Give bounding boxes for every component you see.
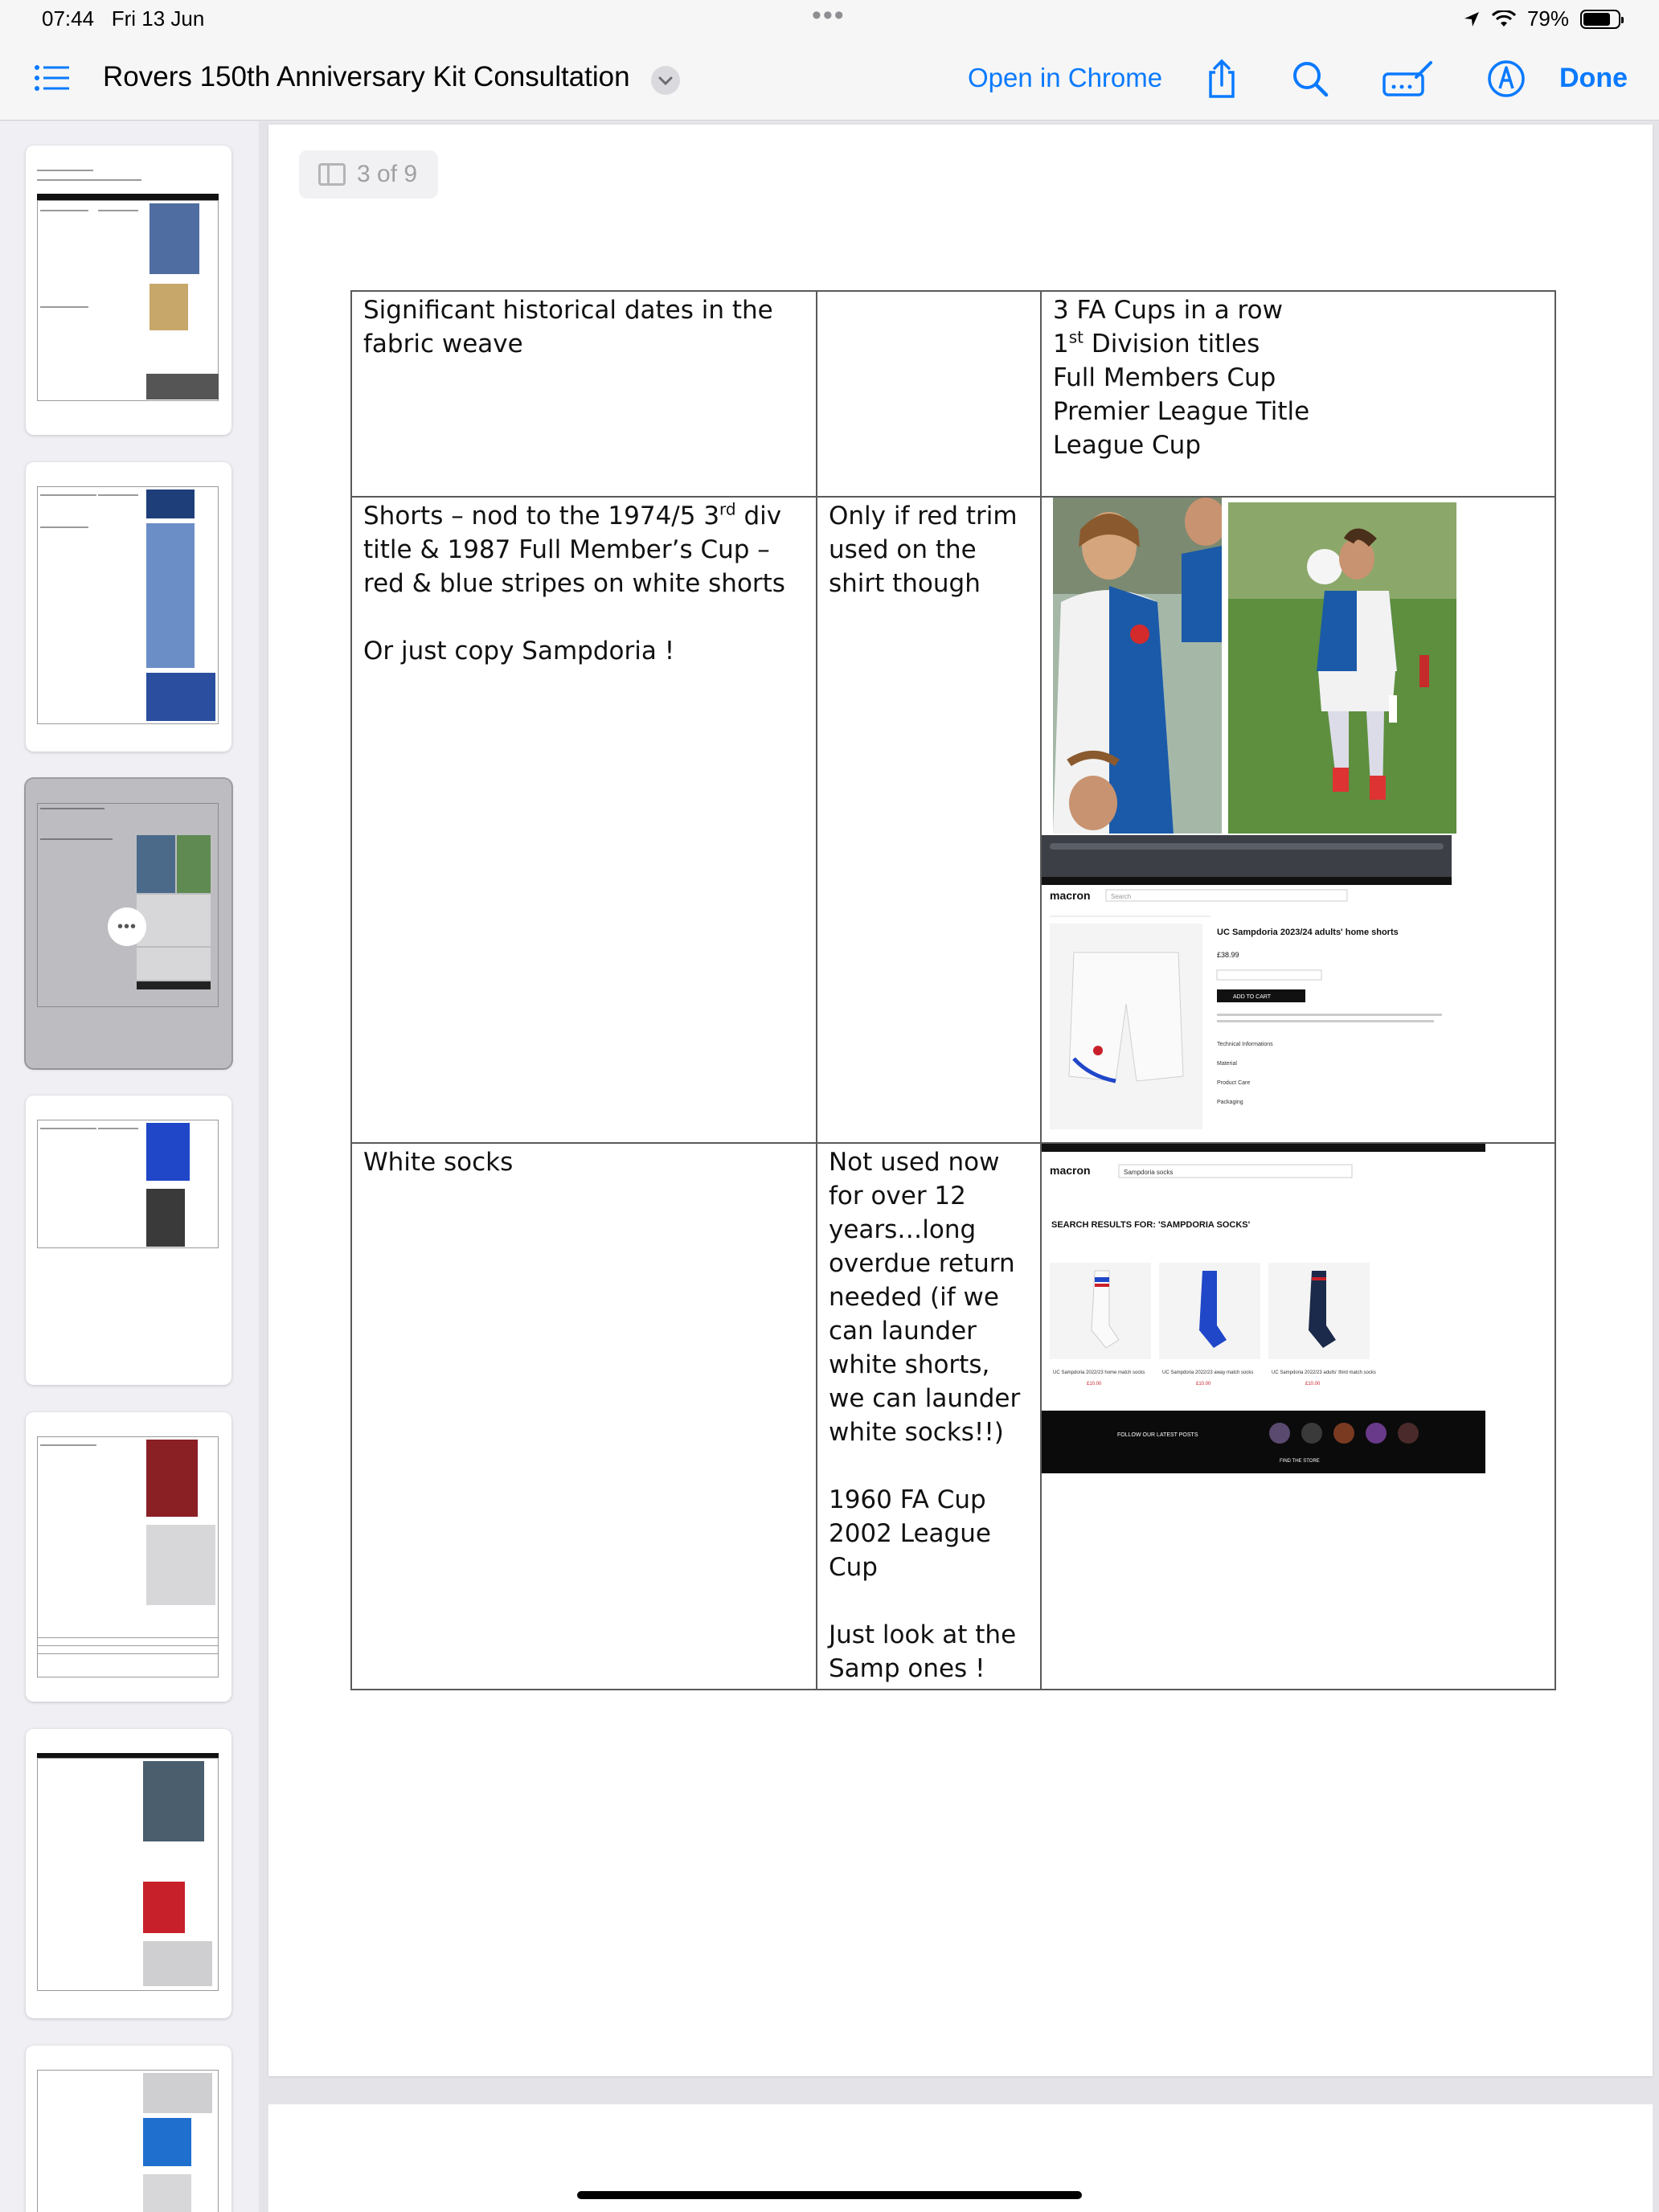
svg-text:Technical Informations: Technical Informations <box>1216 1042 1273 1047</box>
svg-text:FOLLOW OUR LATEST POSTS: FOLLOW OUR LATEST POSTS <box>1116 1432 1198 1438</box>
rovers-players-photo <box>1053 498 1222 834</box>
table-row <box>351 291 1555 497</box>
table-cell: Only if red trim used on the shirt though <box>817 497 1041 1143</box>
image-cell <box>1041 1143 1555 1690</box>
rovers-player-action-photo <box>1228 502 1456 834</box>
multitasking-dots-icon[interactable]: ••• <box>812 0 846 31</box>
honour-line: 1st Division titles <box>1052 327 1260 358</box>
svg-text:£38.99: £38.99 <box>1216 951 1239 959</box>
svg-text:Search: Search <box>1110 893 1132 900</box>
svg-text:Sampdoria socks: Sampdoria socks <box>1123 1169 1174 1176</box>
svg-text:£10.00: £10.00 <box>1086 1382 1102 1387</box>
markup-pen-icon[interactable] <box>1381 56 1434 101</box>
sidebar-toggle-icon <box>318 163 346 186</box>
macron-shorts-product-screenshot <box>1042 835 1452 1142</box>
status-bar <box>0 0 1659 40</box>
svg-text:Packaging: Packaging <box>1216 1100 1243 1105</box>
list-icon[interactable] <box>32 58 72 98</box>
open-in-chrome-button[interactable]: Open in Chrome <box>968 63 1163 92</box>
honour-line: League Cup <box>1052 431 1202 460</box>
document-viewer[interactable] <box>259 121 1659 2212</box>
title-menu-button[interactable] <box>651 66 680 95</box>
wifi-icon <box>1492 10 1516 28</box>
battery-icon <box>1580 10 1620 29</box>
table-row <box>351 497 1555 1143</box>
markup-icon[interactable] <box>1484 56 1529 101</box>
page-thumbnails-sidebar[interactable] <box>0 121 259 2212</box>
nav-bar <box>0 40 1659 121</box>
pdf-page-3 <box>268 125 1653 2076</box>
svg-text:Material: Material <box>1216 1061 1237 1067</box>
done-button[interactable]: Done <box>1559 63 1628 93</box>
svg-text:UC Sampdoria 2022/23 away matc: UC Sampdoria 2022/23 away match socks <box>1161 1370 1254 1375</box>
svg-text:FIND THE STORE: FIND THE STORE <box>1279 1459 1320 1464</box>
battery-percent: 79% <box>1526 6 1569 31</box>
honour-line: Full Members Cup <box>1052 363 1276 392</box>
svg-text:£10.00: £10.00 <box>1195 1382 1211 1387</box>
image-cell <box>1041 497 1555 1143</box>
table-cell: White socks <box>351 1143 817 1690</box>
svg-text:UC Sampdoria 2022/23 adults' t: UC Sampdoria 2022/23 adults' third match socks <box>1271 1370 1376 1375</box>
macron-socks-search-screenshot <box>1042 1144 1485 1473</box>
status-time: 07:44 Fri 13 Jun <box>42 6 205 31</box>
svg-text:UC Sampdoria 2022/23 home matc: UC Sampdoria 2022/23 home match socks <box>1052 1370 1145 1375</box>
consultation-table <box>350 290 1556 1690</box>
document-title[interactable]: Rovers 150th Anniversary Kit Consultation <box>103 61 630 92</box>
honour-line: 3 FA Cups in a row <box>1052 296 1283 325</box>
honours-list-cell <box>1041 291 1555 497</box>
location-arrow-icon <box>1463 10 1481 28</box>
chevron-down-icon <box>651 66 680 95</box>
svg-text:ADD TO CART: ADD TO CART <box>1232 994 1272 1000</box>
honour-line: Premier League Title <box>1052 397 1310 426</box>
table-row <box>351 1143 1555 1690</box>
table-cell: Not used now for over 12 years…long overdue return needed (if we can launder white shorts, we can launder white socks!!) 1960 FA Cup 2002 League Cup Just look at the Samp ones ! <box>817 1143 1041 1690</box>
table-cell: Significant historical dates in the fabric weave <box>351 291 817 497</box>
home-indicator[interactable] <box>577 2191 1082 2199</box>
svg-text:£10.00: £10.00 <box>1305 1382 1321 1387</box>
svg-text:macron: macron <box>1049 1164 1091 1177</box>
status-right <box>1463 6 1620 31</box>
search-icon[interactable] <box>1288 56 1333 101</box>
share-icon[interactable] <box>1199 56 1244 101</box>
thumbnail-more-icon[interactable]: ••• <box>108 907 146 946</box>
page-indicator: 3 of 9 <box>299 150 438 199</box>
shop-brand: macron <box>1049 889 1091 902</box>
svg-text:Product Care: Product Care <box>1216 1080 1251 1086</box>
svg-text:SEARCH RESULTS FOR: 'SAMPDORIA: SEARCH RESULTS FOR: 'SAMPDORIA SOCKS' <box>1051 1220 1251 1230</box>
table-cell: Shorts – nod to the 1974/5 3rd div title & 1987 Full Member’s Cup – red & blue stripes on white shorts Or just copy Sampdoria ! <box>351 497 817 1143</box>
svg-text:UC Sampdoria 2023/24 adults' h: UC Sampdoria 2023/24 adults' home shorts <box>1216 928 1399 937</box>
table-cell <box>817 291 1041 497</box>
